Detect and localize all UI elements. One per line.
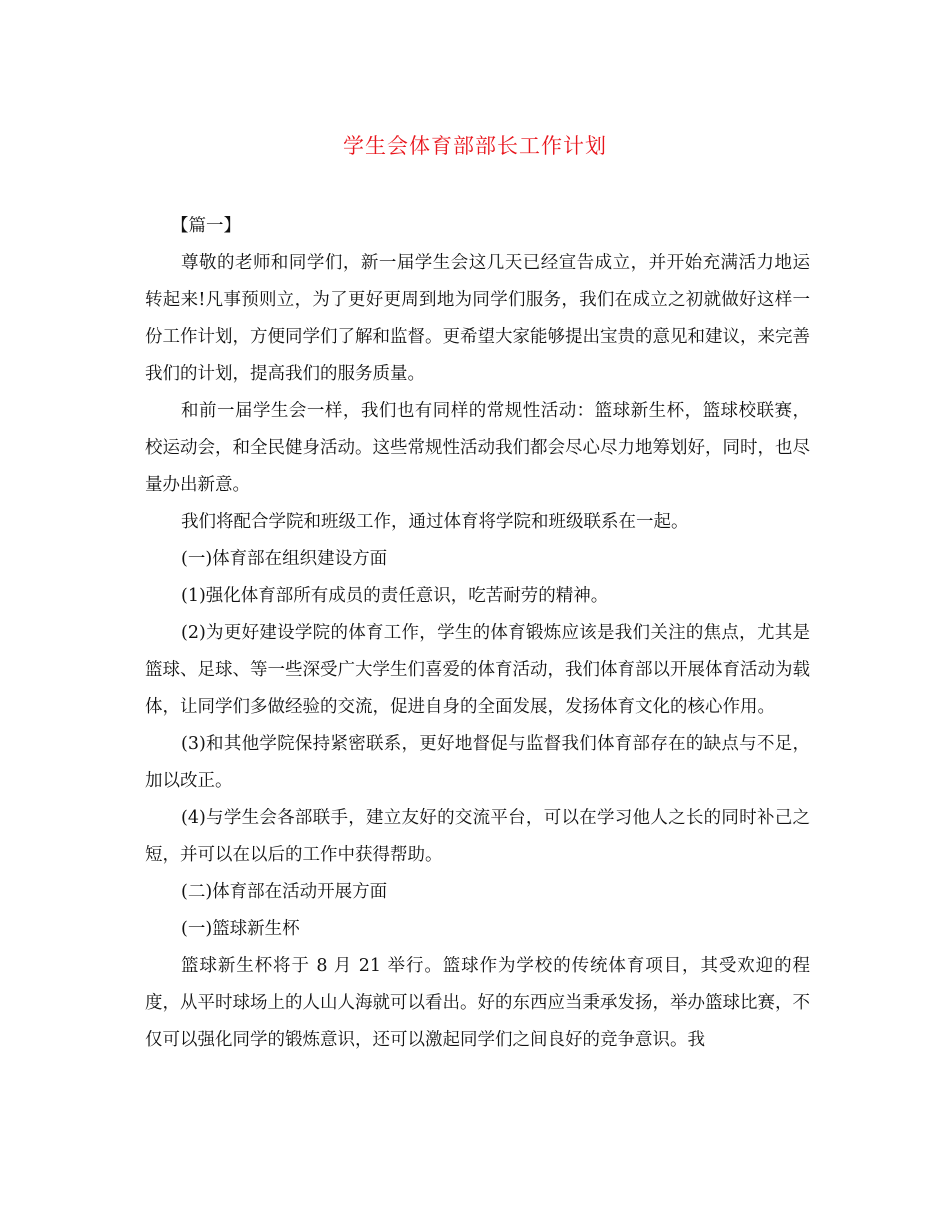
paragraph: 尊敬的老师和同学们，新一届学生会这几天已经宣告成立，并开始充满活力地运转起来!凡事预则立，为了更好更周到地为同学们服务，我们在成立之初就做好这样一份工作计划，方便同学们了解和监督。更希望大家能够提出宝贵的意见和建议，来完善我们的计划，提高我们的服务质量。 (145, 253, 810, 384)
subsection-heading: (一)篮球新生杯 (181, 919, 300, 939)
paragraph: (1)强化体育部所有成员的责任意识，吃苦耐劳的精神。 (181, 586, 609, 606)
document-title: 学生会体育部部长工作计划 (343, 134, 607, 158)
paragraph: 和前一届学生会一样，我们也有同样的常规性活动：篮球新生杯，篮球校联赛，校运动会，和全民健身活动。这些常规性活动我们都会尽心尽力地筹划好，同时，也尽量办出新意。 (145, 401, 810, 495)
subsection-heading: (一)体育部在组织建设方面 (181, 549, 388, 569)
paragraph: 我们将配合学院和班级工作，通过体育将学院和班级联系在一起。 (181, 512, 689, 532)
section-heading: 【篇一】 (171, 216, 241, 236)
paragraph: (4)与学生会各部联手，建立友好的交流平台，可以在学习他人之长的同时补己之短，并可以在以后的工作中获得帮助。 (145, 808, 810, 865)
paragraph: (2)为更好建设学院的体育工作，学生的体育锻炼应该是我们关注的焦点，尤其是篮球、足球、等一些深受广大学生们喜爱的体育活动，我们体育部以开展体育活动为载体，让同学们多做经验的交流，促进自身的全面发展，发扬体育文化的核心作用。 (145, 623, 810, 717)
paragraph: 篮球新生杯将于 8 月 21 举行。篮球作为学校的传统体育项目，其受欢迎的程度，从平时球场上的人山人海就可以看出。好的东西应当秉承发扬，举办篮球比赛，不仅可以强化同学的锻炼意识，还可以激起同学们之间良好的竞争意识。我 (145, 956, 810, 1050)
subsection-heading: (二)体育部在活动开展方面 (181, 882, 388, 902)
paragraph: (3)和其他学院保持紧密联系，更好地督促与监督我们体育部存在的缺点与不足，加以改正。 (145, 734, 810, 791)
document-body (145, 208, 810, 1059)
